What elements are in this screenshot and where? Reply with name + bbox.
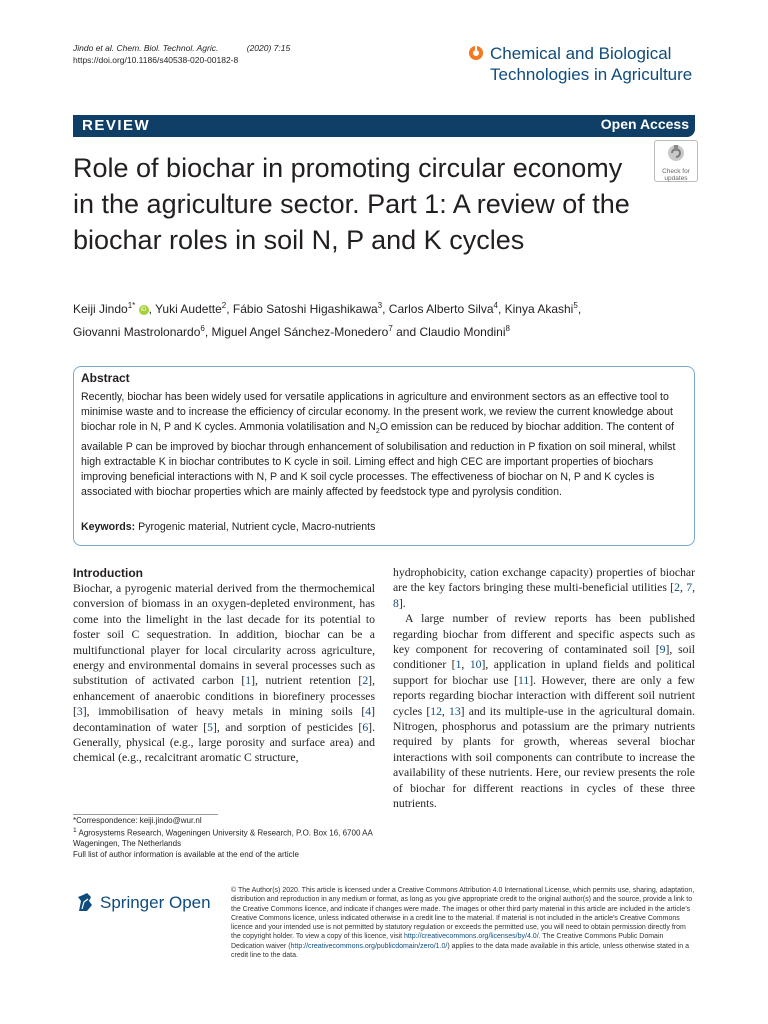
check-updates-line2: updates <box>664 175 688 182</box>
intro-paragraph <box>393 611 695 811</box>
intro-text: ], and sorption of pesticides [ <box>212 720 363 734</box>
citation-year: (2020) 7:15 <box>246 43 291 53</box>
reference-link[interactable]: 7 <box>686 581 693 595</box>
intro-text: ], application in upland fields and political support for biochar use [ <box>393 658 696 687</box>
ref-sep: , <box>679 581 687 595</box>
article-type-label: REVIEW <box>82 117 151 134</box>
reference-link[interactable]: 2 <box>362 674 369 688</box>
license-link[interactable]: http://creativecommons.org/publicdomain/zero/1.0/ <box>290 942 448 950</box>
reference-link[interactable]: 1 <box>455 658 462 672</box>
springer-horse-icon <box>73 891 97 915</box>
keywords-list: Pyrogenic material, Nutrient cycle, Macro-nutrients <box>138 521 376 533</box>
footnotes <box>73 816 373 860</box>
abstract-text-a: Recently, biochar has been widely used for versatile applications in agriculture and environment sectors as an effective tool to minimise waste and to increase the efficiency of circular economy. In the present work, we review the current knowledge about biochar role in N, P and K cycles. Ammonia volatilisation and N <box>81 391 673 434</box>
open-access-label: Open Access <box>600 116 689 132</box>
author-affil: 3 <box>377 301 383 310</box>
author-affil: 2 <box>221 301 227 310</box>
author-list: Keiji Jindo$^{1*}$ iD , Yuki Audette$^2$, Fábio Satoshi Higashikawa$^3$, Carlos Alberto Silva$^4$, Kinya Akashi$^5$, Giovanni Mastrolonardo$^6$, Miguel Angel Sánchez-Monedero$^7$ and Claudio Mondini$^8$ <box>73 301 582 339</box>
intro-text: ], enhancement of anaerobic conditions in biorefinery processes [ <box>73 674 375 719</box>
reference-link[interactable]: 1 <box>245 674 252 688</box>
publisher-logo <box>100 893 211 913</box>
ref-sep: , <box>692 581 696 595</box>
author-name[interactable]: Fábio Satoshi Higashikawa <box>232 302 378 316</box>
intro-paragraph <box>393 565 695 611</box>
authors-and: and <box>392 325 420 339</box>
reference-link[interactable]: 13 <box>448 704 461 718</box>
reference-link[interactable]: 5 <box>207 720 213 734</box>
intro-text: ] and its multiple-use in the agricultural domain. Nitrogen, phosphorus and potassium are the primary nutrients required by plants for growth, whereas several biochar interactions with soil components can contribute to increase the availability of these nutrients. Here, our review presents the role of biochar for different reactions in cycles of these three nutrients. <box>393 704 696 811</box>
author-name[interactable]: Keiji Jindo <box>73 302 128 316</box>
citation-author: Jindo <box>73 43 94 53</box>
intro-text: ], soil conditioner [ <box>393 643 696 672</box>
correspondence-note: *Correspondence: keiji.jindo@wur.nl <box>73 816 202 825</box>
article-title: Role of biochar in promoting circular economy in the agriculture sector. Part 1: A review of the biochar roles in soil N, P and K cycles <box>73 153 630 255</box>
reference-link[interactable]: 12 <box>430 704 442 718</box>
reference-link[interactable]: 3 <box>76 705 83 719</box>
author-affil: 5 <box>573 301 578 310</box>
author-name[interactable]: Yuki Audette <box>155 302 222 316</box>
author-affil: 1* <box>127 301 136 310</box>
author-info-note: Full list of author information is available at the end of the article <box>73 849 299 859</box>
license-body: © The Author(s) 2020. This article is licensed under a Creative Commons Attribution 4.0 International License, which permits use, sharing, adaptation, distribution and reproduction in any medium or format, as long as you give appropriate credit to the original author(s) and the source, provide a link to the Creative Commons licence, and indicate if changes were made. The images or other third party material in this article are included in the article's Creative Commons licence, unless indicated otherwise in a credit line to the material. If material is not included in the article's Creative Commons licence and your intended use is not permitted by statutory regulation or exceeds the permitted use, you will need to obtain permission directly from the copyright holder. To view a copy of this licence, visit <box>231 887 695 941</box>
section-heading-introduction: Introduction <box>73 566 143 580</box>
intro-text: ]. <box>398 596 406 610</box>
author-affil: 4 <box>493 301 498 310</box>
check-updates-icon <box>665 143 687 163</box>
author-affil: 8 <box>505 324 510 333</box>
intro-text: Biochar, a pyrogenic material derived from the thermochemical conversion of biomass in an oxygen-depleted environment, has come into the limelight in the last decade for its potential to foster soil C sequestration. In addition, biochar can be a multifunctional player for local circularity across agriculture, energy and environmental domains in several processes such as substitution of activated carbon [ <box>73 582 375 688</box>
reference-link[interactable]: 8 <box>393 596 399 610</box>
publisher-name: Springer <box>100 893 165 912</box>
affiliation-note <box>73 826 373 849</box>
license-body: . The Creative Commons Public Domain Dedication waiver ( <box>231 933 664 950</box>
intro-right-column <box>393 565 695 812</box>
reference-link[interactable]: 4 <box>365 705 372 719</box>
journal-name-line2: Technologies in Agriculture <box>490 65 693 84</box>
affiliation-sup: 1 <box>73 827 77 835</box>
journal-name-line1: Chemical and Biological <box>490 44 672 63</box>
keywords-label: Keywords: <box>81 521 136 533</box>
check-for-updates-button[interactable] <box>654 140 698 182</box>
ref-sep: , <box>441 704 449 718</box>
doi-link[interactable]: https://doi.org/10.1186/s40538-020-00182-8 <box>73 55 239 65</box>
intro-text: ]. However, there are only a few reports regarding biochar interaction with different soil nutrient cycles [ <box>393 673 695 718</box>
reference-link[interactable]: 11 <box>517 673 530 687</box>
affiliation-text: Agrosystems Research, Wageningen University & Research, P.O. Box 16, 6700 AA Wageningen, The Netherlands <box>73 829 373 849</box>
publisher-suffix: Open <box>169 893 211 912</box>
author-name[interactable]: Carlos Alberto Silva <box>388 302 494 316</box>
ref-sep: , <box>461 658 470 672</box>
author-name[interactable]: Giovanni Mastrolonardo <box>73 325 201 339</box>
journal-name <box>490 43 710 85</box>
author-name[interactable]: Miguel Angel Sánchez-Monedero <box>211 325 389 339</box>
footnote-divider <box>73 814 218 815</box>
author-affil: 7 <box>388 324 393 333</box>
license-body: ) applies to the data made available in this article, unless otherwise stated in a credit line to the data. <box>231 942 689 960</box>
intro-left-column <box>73 581 375 766</box>
orcid-icon[interactable]: iD <box>139 305 149 315</box>
abstract-text-b: O emission can be reduced by biochar addition. The content of available P can be improved by biochar through enhancement of solubilisation and reduction in P fixation on soil mineral, whilst high extractable K in biochar contributes to K cycle in soil. Liming effect and high CEC are important properties of biochars improving beneficial interactions with N, P and K soil cycle processes. The effectiveness of biochar on N, P and K cycles is associated with biochar properties which are mainly affected by feedstock type and pyrolysis condition. <box>81 421 676 499</box>
abstract-sub: 2 <box>375 428 380 436</box>
author-name[interactable]: Kinya Akashi <box>504 302 574 316</box>
keywords <box>81 520 681 534</box>
intro-text: ] decontamination of water [ <box>73 705 375 734</box>
intro-text: ], nutrient retention [ <box>251 674 363 688</box>
citation-line <box>73 42 290 54</box>
citation-journal: et al. Chem. Biol. Technol. Agric. <box>93 43 219 53</box>
intro-text: ]. Generally, physical (e.g., large porosity and surface area) and chemical (e.g., recalcitrant aromatic C structure, <box>73 720 375 765</box>
reference-link[interactable]: 2 <box>674 581 680 595</box>
intro-text: hydrophobicity, cation exchange capacity) properties of biochar are the key factors bringing these multi-beneficial utilities [ <box>393 566 695 595</box>
reference-link[interactable]: 10 <box>469 658 482 672</box>
intro-text: ], immobilisation of heavy metals in mining soils [ <box>82 705 366 719</box>
check-updates-line1: Check for <box>662 168 690 175</box>
reference-link[interactable]: 6 <box>362 720 369 734</box>
author-affil: 6 <box>200 324 205 333</box>
intro-text: A large number of review reports has been published regarding biochar from different and specific aspects such as key component for recovering of contaminated soil [ <box>393 612 695 657</box>
reference-link[interactable]: 9 <box>659 643 666 657</box>
license-text <box>231 886 696 960</box>
license-link[interactable]: http://creativecommons.org/licenses/by/4.0/ <box>404 933 539 941</box>
abstract-text <box>81 390 681 501</box>
journal-logo-icon <box>468 45 484 61</box>
abstract-heading: Abstract <box>81 371 130 385</box>
author-name[interactable]: Claudio Mondini <box>419 325 506 339</box>
